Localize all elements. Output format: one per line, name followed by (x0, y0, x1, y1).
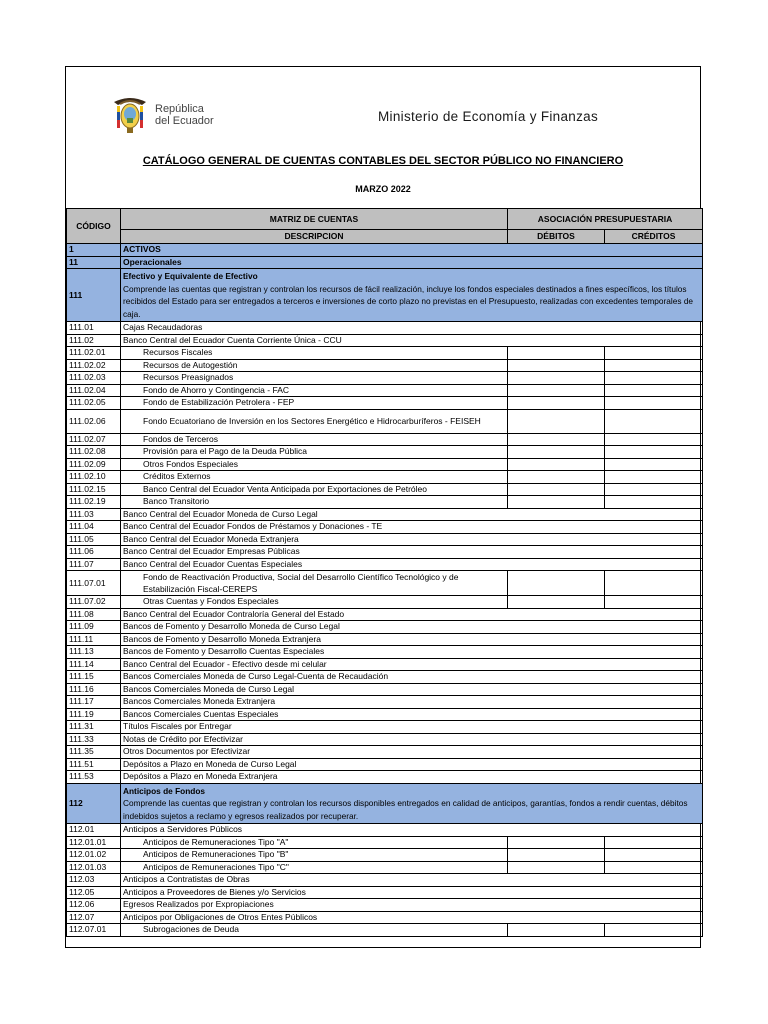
column-header-creditos: CRÉDITOS (605, 230, 703, 244)
account-code: 111.02.03 (67, 372, 121, 385)
credit-cell (605, 861, 703, 874)
debit-cell (508, 496, 605, 509)
account-description: Bancos Comerciales Moneda de Curso Legal-Cuenta de Recaudación (121, 671, 703, 684)
table-row (67, 458, 703, 471)
debit-cell (508, 924, 605, 937)
account-code: 111.14 (67, 658, 121, 671)
credit-cell (605, 433, 703, 446)
account-description: Subrogaciones de Deuda (121, 924, 508, 937)
account-description: Bancos Comerciales Moneda de Curso Legal (121, 683, 703, 696)
account-code: 111.11 (67, 633, 121, 646)
account-description: Operacionales (121, 256, 703, 269)
table-row (67, 433, 703, 446)
table-row (67, 372, 703, 385)
table-row (67, 646, 703, 659)
account-code: 111.53 (67, 771, 121, 784)
account-description: Anticipos por Obligaciones de Otros Entes Públicos (121, 911, 703, 924)
account-description: Fondos de Terceros (121, 433, 508, 446)
account-code: 111.02.09 (67, 458, 121, 471)
account-code: 111.51 (67, 758, 121, 771)
accounts-table (66, 208, 703, 937)
account-code: 111.06 (67, 546, 121, 559)
debit-cell (508, 483, 605, 496)
account-description: Bancos de Fomento y Desarrollo Moneda de Curso Legal (121, 621, 703, 634)
account-description: Anticipos a Proveedores de Bienes y/o Servicios (121, 886, 703, 899)
credit-cell (605, 483, 703, 496)
logo-text-line1: República (155, 103, 204, 115)
credit-cell (605, 409, 703, 433)
account-description (121, 269, 703, 322)
account-description: Fondo de Reactivación Productiva, Social del Desarrollo Científico Tecnológico y de Estabilización Fiscal-CEREPS (121, 571, 508, 596)
credit-cell (605, 924, 703, 937)
table-row (67, 708, 703, 721)
catalog-sheet (65, 66, 701, 948)
account-code: 111.02.07 (67, 433, 121, 446)
table-row (67, 911, 703, 924)
account-code: 11 (67, 256, 121, 269)
table-row (67, 874, 703, 887)
table-row (67, 397, 703, 410)
ministry-name: Ministerio de Economía y Finanzas (378, 109, 598, 124)
debit-cell (508, 384, 605, 397)
credit-cell (605, 596, 703, 609)
table-row (67, 256, 703, 269)
account-code: 112.07.01 (67, 924, 121, 937)
table-row (67, 496, 703, 509)
debit-cell (508, 861, 605, 874)
table-row (67, 244, 703, 257)
table-row (67, 746, 703, 759)
account-code: 111.02.06 (67, 409, 121, 433)
debit-cell (508, 359, 605, 372)
credit-cell (605, 849, 703, 862)
debit-cell (508, 849, 605, 862)
table-row (67, 924, 703, 937)
account-description: Bancos Comerciales Cuentas Especiales (121, 708, 703, 721)
account-description: Depósitos a Plazo en Moneda de Curso Legal (121, 758, 703, 771)
column-header-descripcion: DESCRIPCION (121, 230, 508, 244)
credit-cell (605, 471, 703, 484)
account-description (121, 783, 703, 824)
account-code: 111.31 (67, 721, 121, 734)
table-row (67, 849, 703, 862)
debit-cell (508, 446, 605, 459)
credit-cell (605, 397, 703, 410)
account-description: Fondo Ecuatoriano de Inversión en los Sectores Energético e Hidrocarburíferos - FEISEH (121, 409, 508, 433)
account-code: 111.02.10 (67, 471, 121, 484)
table-row (67, 758, 703, 771)
debit-cell (508, 458, 605, 471)
account-description: Provisión para el Pago de la Deuda Pública (121, 446, 508, 459)
account-code: 111.07.02 (67, 596, 121, 609)
table-row (67, 347, 703, 360)
account-description: Anticipos a Contratistas de Obras (121, 874, 703, 887)
republica-del-ecuador-logo (108, 92, 232, 136)
account-description: Anticipos de Remuneraciones Tipo "C" (121, 861, 508, 874)
table-row (67, 836, 703, 849)
table-row (67, 899, 703, 912)
table-row (67, 861, 703, 874)
account-description: Banco Central del Ecuador Moneda Extranjera (121, 533, 703, 546)
account-description: Cajas Recaudadoras (121, 322, 703, 335)
account-code: 111.02.19 (67, 496, 121, 509)
column-header-codigo: CÓDIGO (67, 209, 121, 244)
credit-cell (605, 359, 703, 372)
account-description: Otros Fondos Especiales (121, 458, 508, 471)
account-title: Efectivo y Equivalente de Efectivo (123, 271, 258, 281)
table-row (67, 608, 703, 621)
account-code: 111.02.01 (67, 347, 121, 360)
debit-cell (508, 471, 605, 484)
account-code: 111 (67, 269, 121, 322)
debit-cell (508, 836, 605, 849)
table-row (67, 633, 703, 646)
table-row (67, 824, 703, 837)
debit-cell (508, 596, 605, 609)
table-row (67, 409, 703, 433)
account-code: 111.13 (67, 646, 121, 659)
account-description: Bancos Comerciales Moneda Extranjera (121, 696, 703, 709)
table-row (67, 658, 703, 671)
account-description: Recursos Fiscales (121, 347, 508, 360)
account-description: Recursos de Autogestión (121, 359, 508, 372)
account-code: 111.07.01 (67, 571, 121, 596)
credit-cell (605, 384, 703, 397)
table-row (67, 483, 703, 496)
account-title: Anticipos de Fondos (123, 785, 206, 796)
debit-cell (508, 372, 605, 385)
table-row (67, 696, 703, 709)
table-row (67, 322, 703, 335)
account-description: Bancos de Fomento y Desarrollo Cuentas Especiales (121, 646, 703, 659)
account-code: 111.19 (67, 708, 121, 721)
account-code: 111.17 (67, 696, 121, 709)
account-code: 111.33 (67, 733, 121, 746)
account-description: Otros Documentos por Efectivizar (121, 746, 703, 759)
table-row (67, 571, 703, 596)
credit-cell (605, 496, 703, 509)
debit-cell (508, 347, 605, 360)
account-description: Banco Central del Ecuador Moneda de Curso Legal (121, 508, 703, 521)
account-description: Banco Central del Ecuador Cuenta Corriente Única - CCU (121, 334, 703, 347)
table-row (67, 359, 703, 372)
account-description: Anticipos de Remuneraciones Tipo "B" (121, 849, 508, 862)
account-code: 111.05 (67, 533, 121, 546)
document-header (66, 67, 700, 208)
column-header-debitos: DÉBITOS (508, 230, 605, 244)
table-row (67, 546, 703, 559)
account-description: Banco Central del Ecuador - Efectivo desde mi celular (121, 658, 703, 671)
account-code: 111.16 (67, 683, 121, 696)
column-header-matriz: MATRIZ DE CUENTAS (121, 209, 508, 230)
account-description: Depósitos a Plazo en Moneda Extranjera (121, 771, 703, 784)
credit-cell (605, 836, 703, 849)
table-row (67, 771, 703, 784)
account-code: 112 (67, 783, 121, 824)
account-code: 112.01.03 (67, 861, 121, 874)
logo-text (155, 103, 214, 127)
account-description: Anticipos de Remuneraciones Tipo "A" (121, 836, 508, 849)
account-code: 112.01.01 (67, 836, 121, 849)
column-header-asociacion: ASOCIACIÓN PRESUPUESTARIA (508, 209, 703, 230)
account-description: Fondo de Estabilización Petrolera - FEP (121, 397, 508, 410)
account-code: 111.04 (67, 521, 121, 534)
account-detail: Comprende las cuentas que registran y controlan los recursos disponibles entregados en calidad de anticipos, garantías, fondos a rendir cuentas, débitos indebidos sujetos a reclamo y egresos realizados por recuperar. (123, 798, 688, 821)
account-description: Bancos de Fomento y Desarrollo Moneda Extranjera (121, 633, 703, 646)
account-code: 1 (67, 244, 121, 257)
document-title: CATÁLOGO GENERAL DE CUENTAS CONTABLES DEL SECTOR PÚBLICO NO FINANCIERO (142, 155, 624, 167)
debit-cell (508, 433, 605, 446)
account-description: Banco Central del Ecuador Fondos de Préstamos y Donaciones - TE (121, 521, 703, 534)
table-row (67, 508, 703, 521)
account-code: 111.02.04 (67, 384, 121, 397)
table-row (67, 621, 703, 634)
account-description: Egresos Realizados por Expropiaciones (121, 899, 703, 912)
table-row (67, 596, 703, 609)
account-description: ACTIVOS (121, 244, 703, 257)
account-description: Créditos Externos (121, 471, 508, 484)
account-code: 111.02.15 (67, 483, 121, 496)
account-code: 111.02.02 (67, 359, 121, 372)
account-description: Banco Central del Ecuador Cuentas Especiales (121, 558, 703, 571)
account-code: 112.05 (67, 886, 121, 899)
account-code: 112.07 (67, 911, 121, 924)
account-code: 112.01.02 (67, 849, 121, 862)
account-description: Fondo de Ahorro y Contingencia - FAC (121, 384, 508, 397)
account-code: 111.02.05 (67, 397, 121, 410)
account-description: Anticipos a Servidores Públicos (121, 824, 703, 837)
table-row (67, 334, 703, 347)
logo-text-line2: del Ecuador (155, 115, 214, 127)
table-row (67, 269, 703, 322)
account-code: 111.15 (67, 671, 121, 684)
account-code: 112.01 (67, 824, 121, 837)
account-description: Banco Central del Ecuador Empresas Públicas (121, 546, 703, 559)
table-row (67, 683, 703, 696)
credit-cell (605, 372, 703, 385)
account-code: 111.01 (67, 322, 121, 335)
account-description: Banco Central del Ecuador Contraloría General del Estado (121, 608, 703, 621)
account-description: Recursos Preasignados (121, 372, 508, 385)
table-row (67, 721, 703, 734)
account-code: 111.07 (67, 558, 121, 571)
account-code: 111.02 (67, 334, 121, 347)
table-row (67, 384, 703, 397)
credit-cell (605, 458, 703, 471)
account-description: Banco Transitorio (121, 496, 508, 509)
account-code: 111.09 (67, 621, 121, 634)
debit-cell (508, 571, 605, 596)
account-detail: Comprende las cuentas que registran y controlan los recursos de fácil realización, incluye los fondos especiales destinados a fines específicos, los títulos recibidos del Estado para ser entregados a terceros e inversiones de corto plazo no previstas en el Presupuesto, realizadas con excedentes temporales de caja. (123, 283, 694, 319)
table-row (67, 783, 703, 824)
table-row (67, 671, 703, 684)
table-row (67, 733, 703, 746)
table-row (67, 446, 703, 459)
debit-cell (508, 397, 605, 410)
credit-cell (605, 347, 703, 360)
account-code: 112.06 (67, 899, 121, 912)
account-description: Otras Cuentas y Fondos Especiales (121, 596, 508, 609)
table-row (67, 558, 703, 571)
account-code: 111.03 (67, 508, 121, 521)
table-row (67, 521, 703, 534)
account-code: 112.03 (67, 874, 121, 887)
credit-cell (605, 571, 703, 596)
credit-cell (605, 446, 703, 459)
account-description: Notas de Crédito por Efectivizar (121, 733, 703, 746)
accounts-table-body (67, 244, 703, 937)
table-row (67, 471, 703, 484)
table-row (67, 533, 703, 546)
account-description: Títulos Fiscales por Entregar (121, 721, 703, 734)
account-code: 111.08 (67, 608, 121, 621)
account-code: 111.02.08 (67, 446, 121, 459)
debit-cell (508, 409, 605, 433)
account-description: Banco Central del Ecuador Venta Anticipada por Exportaciones de Petróleo (121, 483, 508, 496)
coat-of-arms-icon (108, 92, 152, 136)
document-date: MARZO 2022 (355, 184, 411, 194)
account-code: 111.35 (67, 746, 121, 759)
table-row (67, 886, 703, 899)
